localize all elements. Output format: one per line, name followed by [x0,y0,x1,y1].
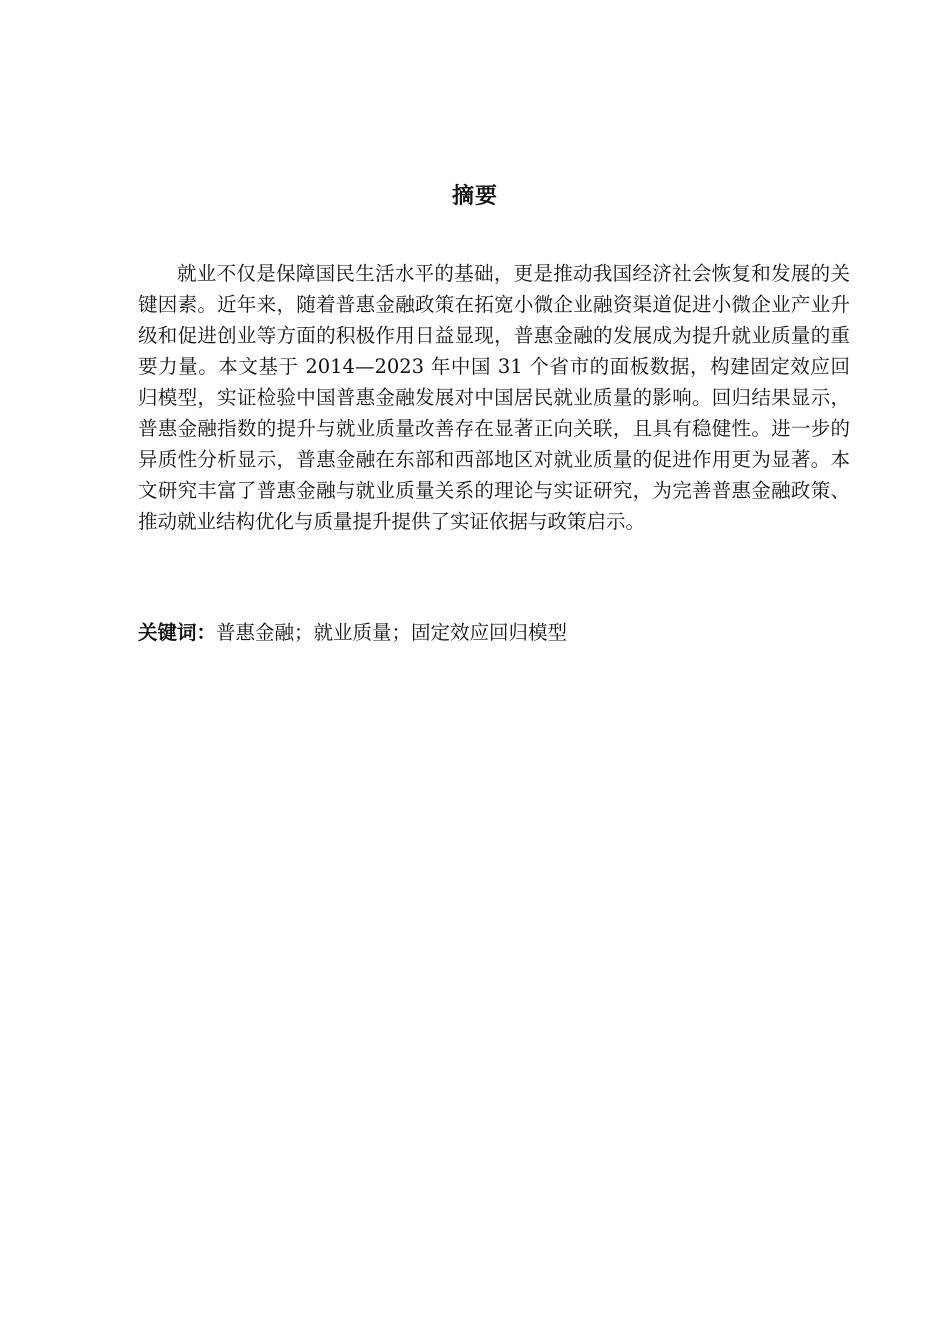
keywords-text: 普惠金融；就业质量；固定效应回归模型 [216,621,568,644]
abstract-paragraph: 就业不仅是保障国民生活水平的基础，更是推动我国经济社会恢复和发展的关键因素。近年来，随着普惠金融政策在拓宽小微企业融资渠道促进小微企业产业升级和促进创业等方面的积极作用日益显现，普惠金融的发展成为提升就业质量的重要力量。本文基于 2014—2023 年中国 31 个省市的面板数据，构建固定效应回归模型，实证检验中国普惠金融发展对中国居民就业质量的影响。回归结果显示，普惠金融指数的提升与就业质量改善存在显著正向关联，且具有稳健性。进一步的异质性分析显示，普惠金融在东部和西部地区对就业质量的促进作用更为显著。本文研究丰富了普惠金融与就业质量关系的理论与实证研究，为完善普惠金融政策、推动就业结构优化与质量提升提供了实证依据与政策启示。 [138,262,850,533]
keywords-label: 关键词： [138,621,217,644]
abstract-title: 摘要 [451,184,498,209]
keywords-line [138,617,850,648]
